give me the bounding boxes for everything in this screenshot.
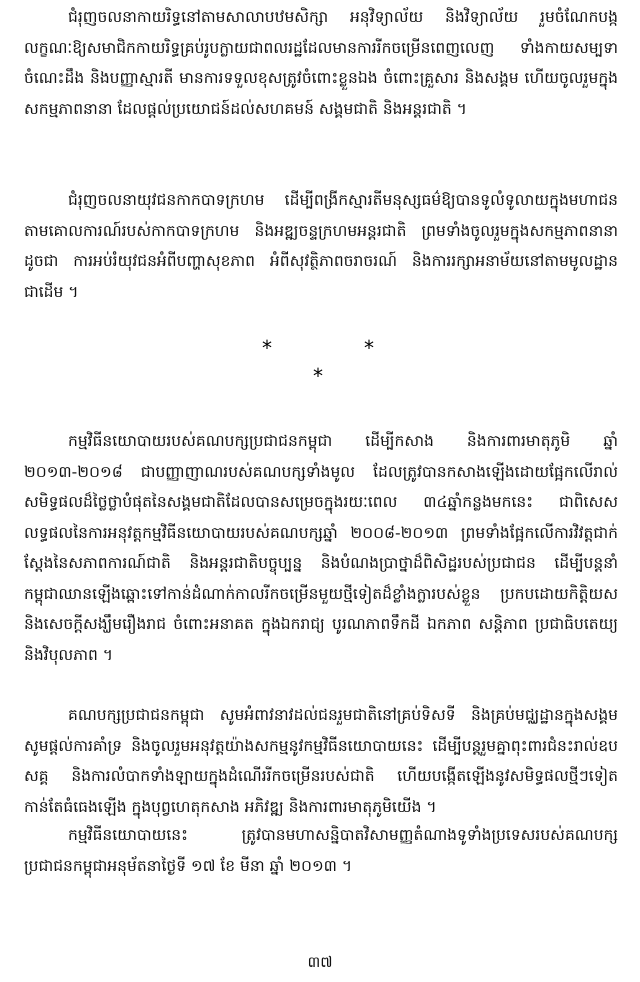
- paragraph-party-appeal: គណបក្សប្រជាជនកម្ពុជា សូមអំពាវនាវដល់ជនរួមជាតិនៅគ្រប់ទិសទី និងគ្រប់មជ្ឈដ្ឋានក្នុងសង្គម សូមផ្តល់ការគាំទ្រ និងចូលរួមអនុវត្តយ៉ាងសកម្មនូវកម្មវិធីនយោបាយនេះ ដើម្បីបន្តរួមគ្នាពុះពារជំនះរាល់ឧបសគ្គ និងការលំបាកទាំងឡាយក្នុងដំណើររីកចម្រើនរបស់ជាតិ ហើយបង្កើតឡើងនូវសមិទ្ធផលថ្មីៗទៀតកាន់តែធំធេងឡើង ក្នុងបុព្វហេតុកសាង អភិវឌ្ឍ និងការពារមាតុភូមិយើង ។: [24, 706, 618, 816]
- paragraph-scout-movement: ជំរុញចលនាកាយរិទ្ធនៅតាមសាលាបឋមសិក្សា អនុវិទ្យាល័យ និងវិទ្យាល័យ រួមចំណែកបង្កលក្ខណៈឱ្យសមាជិកកាយរិទ្ធគ្រប់រូបក្លាយជាពលរដ្ឋដែលមានការរីកចម្រើនពេញលេញ ទាំងកាយសម្បទា ចំណេះដឹង និងបញ្ញាស្មារតី មានការទទួលខុសត្រូវចំពោះខ្លួនឯង ចំពោះគ្រួសារ និងសង្គម ហើយចូលរួមក្នុងសកម្មភាពនានា ដែលផ្តល់ប្រយោជន៍ដល់សហគមន៍ សង្គមជាតិ និងអន្តរជាតិ ។: [24, 8, 618, 118]
- separator-star-right: *: [364, 336, 374, 360]
- separator-star-bottom: *: [313, 364, 323, 388]
- page-number: ៣៧: [307, 953, 333, 971]
- paragraph-adoption-date: កម្មវិធីនយោបាយនេះ ត្រូវបានមហាសន្និបាតវិសាមញ្ញតំណាងទូទាំងប្រទេសរបស់គណបក្សប្រជាជនកម្ពុជាអនុម័តនាថ្ងៃទី ១៧ ខែ មីនា ឆ្នាំ ២០១៣ ។: [24, 826, 618, 875]
- paragraph-political-program: កម្មវិធីនយោបាយរបស់គណបក្សប្រជាជនកម្ពុជា ដើម្បីកសាង និងការពារមាតុភូមិ ឆ្នាំ ២០១៣-២០១៨ ជាបញ្ញាញាណរបស់គណបក្សទាំងមូល ដែលត្រូវបានកសាងឡើងដោយផ្អែកលើរាល់សមិទ្ធផលដ៏ថ្លៃថ្លាបំផុតនៃសង្គមជាតិដែលបានសម្រេចក្នុងរយៈពេល ៣៤ឆ្នាំកន្លងមកនេះ ជាពិសេសលទ្ធផលនៃការអនុវត្តកម្មវិធីនយោបាយរបស់គណបក្សឆ្នាំ ២០០៨-២០១៣ ព្រមទាំងផ្អែកលើការវិវត្តជាក់ស្តែងនៃសភាពការណ៍ជាតិ និងអន្តរជាតិបច្ចុប្បន្ន និងបំណងប្រាថ្នាដ៏ពិសិដ្ឋរបស់ប្រជាជន ដើម្បីបន្តនាំកម្ពុជាឈានឡើងឆ្ពោះទៅកាន់ដំណាក់កាលរីកចម្រើនមួយថ្មីទៀតដ៏ខ្លាំងក្លារបស់ខ្លួន ប្រកបដោយកិត្តិយស និងសេចក្តីសង្ឃឹមរឿងរាជ ចំពោះអនាគត ក្នុងឯករាជ្យ បូរណភាពទឹកដី ឯកភាព សន្តិភាព ប្រជាធិបតេយ្យ និងវិបុលភាព ។: [24, 432, 618, 664]
- paragraph-red-cross-youth: ជំរុញចលនាយុវជនកាកបាទក្រហម ដើម្បីពង្រីកស្មារតីមនុស្សធម៌ឱ្យបានទូលំទូលាយក្នុងមហាជន តាមគោលការណ៍របស់កាកបាទក្រហម និងអឌ្ឍចន្ទក្រហមអន្តរជាតិ ព្រមទាំងចូលរួមក្នុងសកម្មភាពនានាដូចជា ការអប់រំយុវជនអំពីបញ្ហាសុខភាព អំពីសុវត្ថិភាពចរាចរណ៍ និងការរក្សាអនាម័យនៅតាមមូលដ្ឋានជាដើម ។: [24, 191, 618, 301]
- separator-star-left: *: [262, 336, 272, 360]
